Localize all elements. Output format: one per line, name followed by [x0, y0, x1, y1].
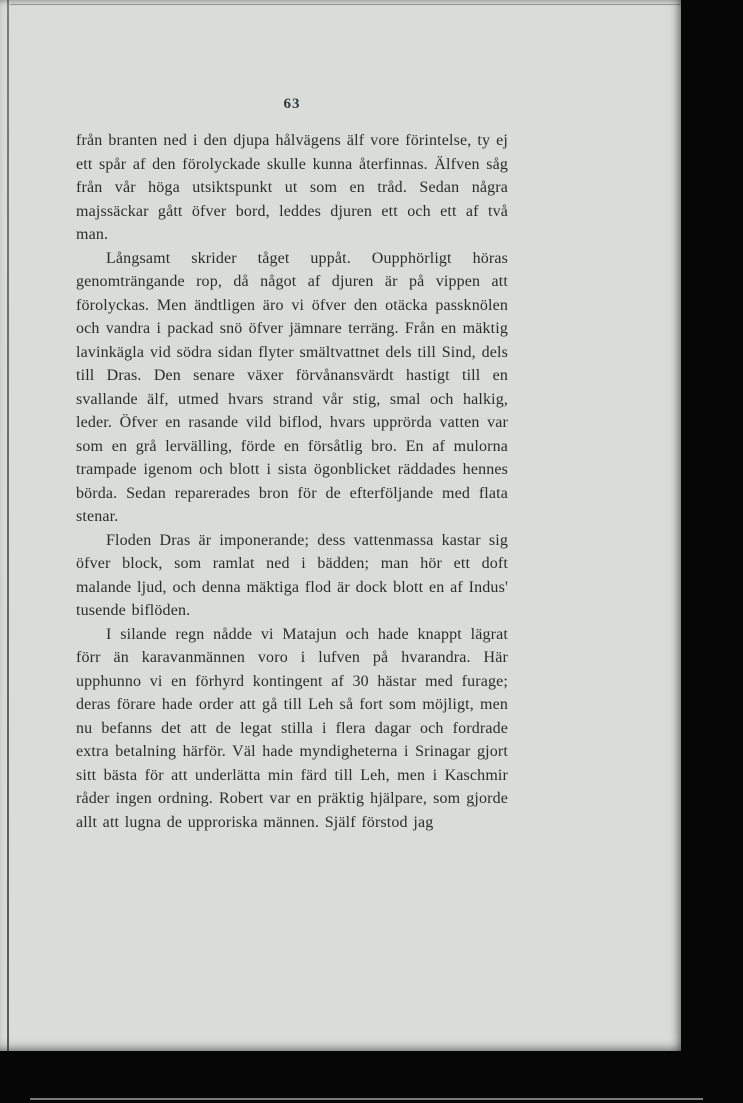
paragraph: Långsamt skrider tåget uppåt. Oupphörligt höras genomträngande rop, då något af djuren är på vippen att förolyckas. Men ändtligen äro vi öfver den otäcka passknölen och vandra i packad snö öfver jämnare terräng. Från en mäktig lavinkägla vid södra sidan flyter smältvattnet dels till Sind, dels till Dras. Den senare växer förvånansvärdt hastigt till en svallande älf, utmed hvars strand vår stig, smal och halkig, leder. Öfver en rasande vild biflod, hvars upprörda vatten var som en grå lervälling, förde en försåtlig bro. En af mulorna trampade igenom och blott i sista ögonblicket räddades hennes börda. Sedan reparerades bron för de efterföljande med flata stenar.	[76, 249, 508, 525]
page-top-edge	[10, 4, 681, 5]
page-gutter-line	[7, 0, 9, 1051]
page-text	[76, 129, 508, 834]
scan-bottom-edge-line	[30, 1098, 703, 1100]
paragraph: I silande regn nådde vi Matajun och hade knappt lägrat förr än karavanmännen voro i lufven på hvarandra. Här upphunno vi en förhyrd kontingent af 30 hästar med furage; deras förare hade order att gå till Leh så fort som möjligt, men nu befanns det att de legat stilla i flera dagar och fordrade extra betalning härför. Väl hade myndigheterna i Srinagar gjort sitt bästa för att underlätta min färd till Leh, men i Kaschmir råder ingen ordning. Robert var en präktig hjälpare, som gjorde allt att lugna de upproriska männen. Själf förstod jag	[76, 625, 508, 831]
paragraph: från branten ned i den djupa hålvägens älf vore förintelse, ty ej ett spår af den förolyckade skulle kunna återfinnas. Älfven såg från vår höga utsiktspunkt ut som en tråd. Sedan några majssäckar gått öfver bord, leddes djuren ett och ett af två man.	[76, 132, 508, 243]
paragraph: Floden Dras är imponerande; dess vattenmassa kastar sig öfver block, som ramlat ned i bädden; man hör ett doft malande ljud, och denna mäktiga flod är dock blott en af Indus' tusende biflöden.	[76, 531, 508, 619]
page-content	[76, 96, 508, 834]
page-number: 63	[283, 96, 301, 112]
